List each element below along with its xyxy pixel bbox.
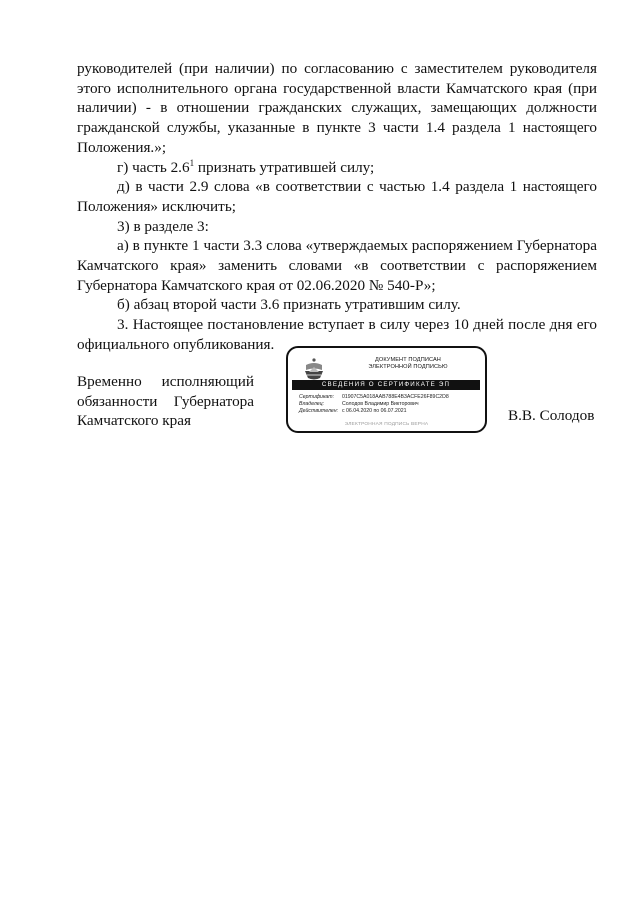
signatory-name: В.В. Солодов [508, 407, 595, 424]
certificate-row [299, 394, 449, 401]
superscript-index: 1 [189, 157, 195, 168]
stamp-header-line: ЭЛЕКТРОННОЙ ПОДПИСЬЮ [368, 364, 448, 370]
paragraph-item-a: а) в пункте 1 части 3.3 слова «утверждаемых распоряжением Губернатора Камчатского края» заменить словами «в соответствии с распоряжением Губернатора Камчатского края от 02.06.2020 № 540-Р»; [77, 237, 597, 294]
paragraph-effective-date: 3. Настоящее постановление вступает в силу через 10 дней после дня его официального опубликования. [77, 316, 597, 353]
row-label: Владелец: [299, 401, 325, 407]
certificate-details [299, 394, 449, 415]
position-line: обязанности Губернатора [77, 392, 254, 410]
paragraph-item-b: б) абзац второй части 3.6 признать утратившим силу. [117, 296, 461, 314]
paragraph-item-g [77, 158, 597, 178]
paragraph-continuation: руководителей (при наличии) по согласованию с заместителем руководителя этого исполнительного органа государственной власти Камчатского края (при наличии) - в отношении гражданских служащих, замещающих должности гражданской службы, указанные в пункте 3 части 1.4 раздела 1 настоящего Положения.»; [77, 60, 597, 156]
owner-row [299, 401, 449, 408]
signatory-position [77, 372, 254, 431]
position-line: Временно исполняющий [77, 373, 254, 390]
paragraph-item-d: д) в части 2.9 слова «в соответствии с частью 1.4 раздела 1 настоящего Положения» исключить; [77, 178, 597, 215]
row-label: Действителен: [299, 408, 339, 414]
paragraph-section-3: 3) в разделе 3: [117, 217, 209, 235]
item-g-text: г) часть 2.6 [117, 158, 190, 176]
row-value: 01907C5A018AAB788E4B3ACFE26F89C2D8 [342, 394, 449, 400]
coat-of-arms-icon [302, 356, 326, 382]
stamp-footer: ЭЛЕКТРОННАЯ ПОДПИСЬ ВЕРНА [344, 422, 429, 427]
row-label: Сертификат: [299, 394, 335, 400]
row-value: с 06.04.2020 по 06.07.2021 [342, 408, 407, 414]
row-value: Солодов Владимир Викторович [342, 401, 419, 407]
stamp-header [338, 357, 478, 371]
item-g-tail: признать утратившей силу; [194, 158, 375, 176]
stamp-header-line: ДОКУМЕНТ ПОДПИСАН [375, 357, 441, 363]
position-line: Камчатского края [77, 412, 191, 430]
electronic-signature-stamp [286, 346, 487, 433]
certificate-band: СВЕДЕНИЯ О СЕРТИФИКАТЕ ЭП [292, 380, 480, 390]
validity-row [299, 408, 449, 415]
document-body [77, 59, 597, 355]
